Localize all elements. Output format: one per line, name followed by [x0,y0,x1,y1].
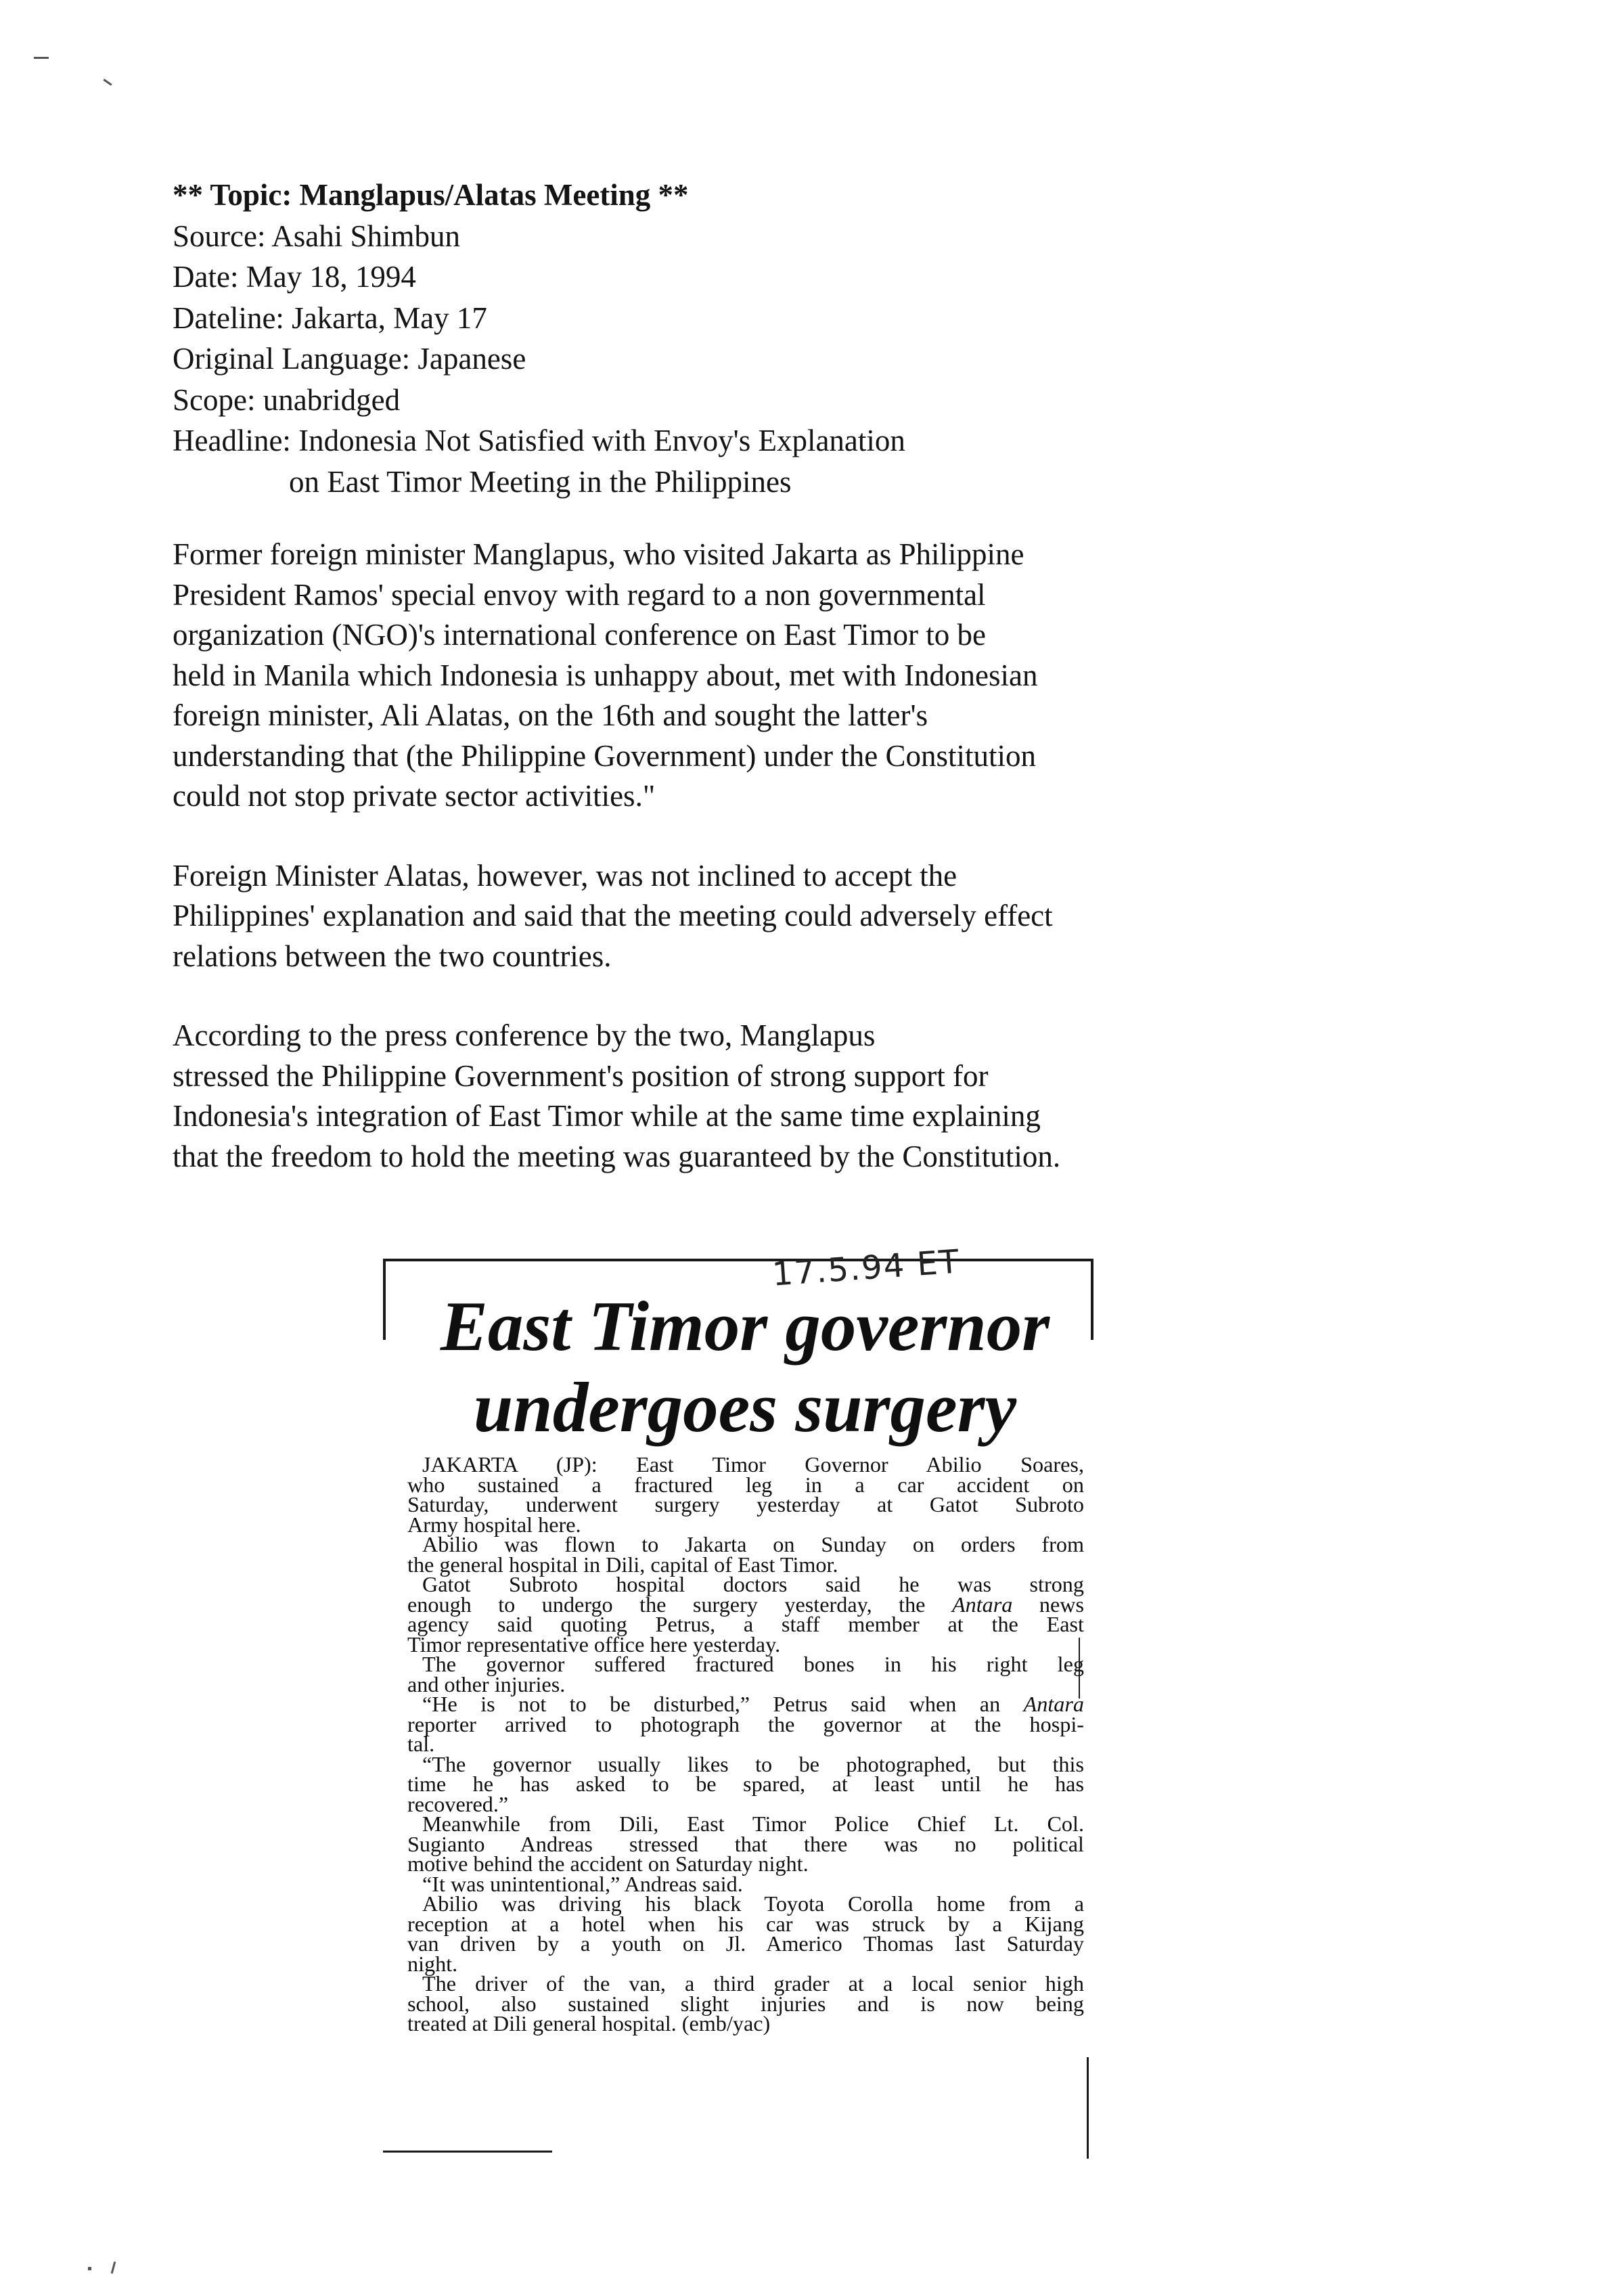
agency-name: Antara [1023,1692,1084,1716]
article-line: van driven by a youth on Jl. Americo Thomas last Saturday [407,1931,1084,1956]
headline-line: Headline: Indonesia Not Satisfied with Envoy's Explanation [173,424,905,457]
article-line: JAKARTA (JP): East Timor Governor Abilio Soares, [422,1452,1084,1477]
paragraph-2 [173,856,1323,977]
article-line: night. [407,1951,458,1976]
paragraph-line: Foreign Minister Alatas, however, was not inclined to accept the [173,858,957,893]
paragraph-line: stressed the Philippine Government's position of strong support for [173,1058,989,1093]
language-line: Original Language: Japanese [173,342,526,376]
paragraph-line: held in Manila which Indonesia is unhappy about, met with Indonesian [173,658,1038,692]
clipping-edge [1087,2057,1089,2159]
article-line: “It was unintentional,” Andreas said. [422,1871,743,1896]
handwritten-note: 17.5.94 ET [771,1242,962,1294]
article-line: reception at a hotel when his car was struck by a Kijang [407,1911,1084,1936]
paragraph-1 [173,535,1323,817]
paragraph-line: relations between the two countries. [173,939,612,973]
scope-line: Scope: unabridged [173,382,401,417]
article-line: The driver of the van, a third grader at a local senior high [422,1971,1084,1996]
paragraph-line: According to the press conference by the two, Manglapus [173,1018,876,1052]
clipping-headline-line-1: East Timor governor [440,1286,1050,1366]
article-line: reporter arrived to photograph the governor at the hospi- [407,1711,1084,1736]
article-line: who sustained a fractured leg in a car accident on [407,1472,1084,1497]
clipping-left-rule [383,1259,386,1340]
paragraph-line: Indonesia's integration of East Timor while at the same time explaining [173,1099,1041,1133]
scan-mark [34,57,49,59]
clipping-headline-line-2: undergoes surgery [473,1368,1017,1447]
paragraph-3 [173,1016,1323,1177]
article-line: “He is not to be disturbed,” Petrus said when an Antara [422,1692,1084,1716]
article-line: Abilio was flown to Jakarta on Sunday on orders from [422,1532,1084,1556]
article-line: Sugianto Andreas stressed that there was no political [407,1831,1084,1856]
paragraph-line: Former foreign minister Manglapus, who visited Jakarta as Philippine [173,537,1024,571]
topic-line: ** Topic: Manglapus/Alatas Meeting ** [173,178,689,212]
article-line: enough to undergo the surgery yesterday, the Antara news [407,1592,1085,1617]
article-line: and other injuries. [407,1671,566,1696]
scan-mark [103,78,112,85]
paragraph-line: Philippines' explanation and said that the meeting could adversely effect [173,899,1053,932]
article-line: recovered.” [407,1791,509,1816]
source-line: Source: Asahi Shimbun [173,219,460,253]
paragraph-line: foreign minister, Ali Alatas, on the 16th and sought the latter's [173,698,928,732]
article-line: Abilio was driving his black Toyota Corolla home from a [422,1891,1084,1916]
clipping-headline [397,1286,1093,1448]
paragraph-line: could not stop private sector activities." [173,779,656,813]
clipping-article [407,1452,1085,2036]
article-line: Meanwhile from Dili, East Timor Police Chief Lt. Col. [422,1812,1084,1836]
article-line: time he has asked to be spared, at least until he has [407,1772,1084,1796]
paragraph-line: understanding that (the Philippine Government) under the Constitution [173,738,1037,773]
article-line: The governor suffered fractured bones in his right leg [422,1652,1084,1676]
article-line: the general hospital in Dili, capital of East Timor. [407,1552,838,1577]
article-line: tal. [407,1732,435,1756]
scan-mark [111,2262,116,2274]
headline-line-continued: on East Timor Meeting in the Philippines [289,464,792,499]
agency-name: Antara [951,1592,1013,1617]
scan-mark [88,2267,91,2270]
article-line: Army hospital here. [407,1512,581,1537]
newspaper-clipping [383,1242,1093,2159]
article-line: Gatot Subroto hospital doctors said he was strong [422,1572,1084,1596]
article-line: “The governor usually likes to be photographed, but this [422,1751,1084,1776]
article-line: agency said quoting Petrus, a staff member at the East [407,1612,1084,1636]
paragraph-line: that the freedom to hold the meeting was guaranteed by the Constitution. [173,1139,1061,1173]
clipping-bottom-rule [383,2151,552,2153]
document-header [173,175,1323,502]
article-line: Saturday, underwent surgery yesterday at Gatot Subroto [407,1492,1084,1516]
article-line: school, also sustained slight injuries and is now being [407,1991,1084,2016]
document-body [173,535,1323,1216]
paragraph-line: President Ramos' special envoy with regard to a non governmental [173,577,986,612]
paragraph-line: organization (NGO)'s international conference on East Timor to be [173,618,986,652]
article-line: Timor representative office here yesterday. [407,1632,781,1657]
date-line: Date: May 18, 1994 [173,260,416,294]
clipping-top-rule [383,1259,1093,1261]
article-line: treated at Dili general hospital. (emb/yac) [407,2011,771,2036]
dateline-line: Dateline: Jakarta, May 17 [173,300,487,335]
article-line: motive behind the accident on Saturday night. [407,1851,809,1876]
